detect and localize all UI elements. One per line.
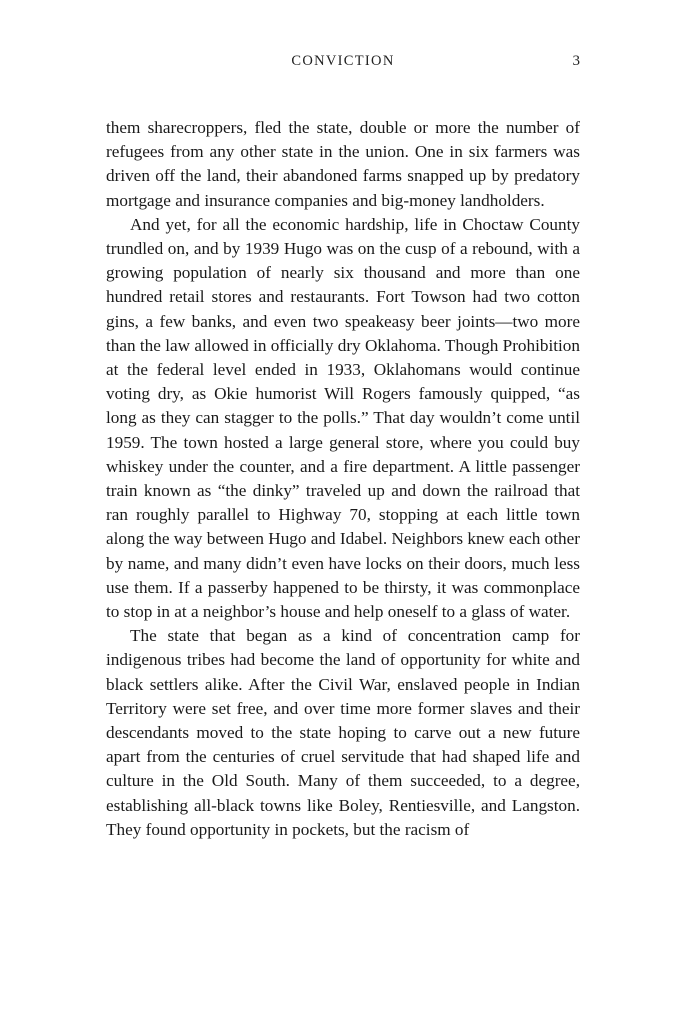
- body-text: [106, 116, 580, 842]
- paragraph: The state that began as a kind of concentration camp for indigenous tribes had become the land of opportunity for white and black settlers alike. After the Civil War, enslaved people in Indian Territory were set free, and over time more former slaves and their descendants moved to the state hoping to carve out a new future apart from the centuries of cruel servitude that had shaped life and culture in the Old South. Many of them succeeded, to a degree, establishing all-black towns like Boley, Rentiesville, and Langston. They found opportunity in pockets, but the racism of: [106, 626, 580, 839]
- paragraph: And yet, for all the economic hardship, life in Choctaw County trundled on, and by 1939 Hugo was on the cusp of a rebound, with a growing population of nearly six thousand and more than one hundred retail stores and restaurants. Fort Towson had two cotton gins, a few banks, and even two speakeasy beer joints—two more than the law allowed in officially dry Oklahoma. Though Prohibition at the federal level ended in 1933, Oklahomans would continue voting dry, as Okie humorist Will Rogers famously quipped, “as long as they can stagger to the polls.” That day wouldn’t come until 1959. The town hosted a large general store, where you could buy whiskey under the counter, and a fire department. A little passenger train known as “the dinky” traveled up and down the railroad that ran roughly parallel to Highway 70, stopping at each little town along the way between Hugo and Idabel. Neighbors knew each other by name, and many didn’t even have locks on their doors, much less use them. If a passerby happened to be thirsty, it was commonplace to stop in at a neighbor’s house and help oneself to a glass of water.: [106, 214, 580, 622]
- running-title: CONVICTION: [291, 53, 395, 69]
- running-head: [106, 53, 580, 73]
- page-number: 3: [572, 53, 580, 69]
- paragraph-continued: them sharecroppers, fled the state, double or more the number of refugees from any other state in the union. One in six farmers was driven off the land, their abandoned farms snapped up by predatory mortgage and insurance companies and big-money landholders.: [106, 118, 580, 210]
